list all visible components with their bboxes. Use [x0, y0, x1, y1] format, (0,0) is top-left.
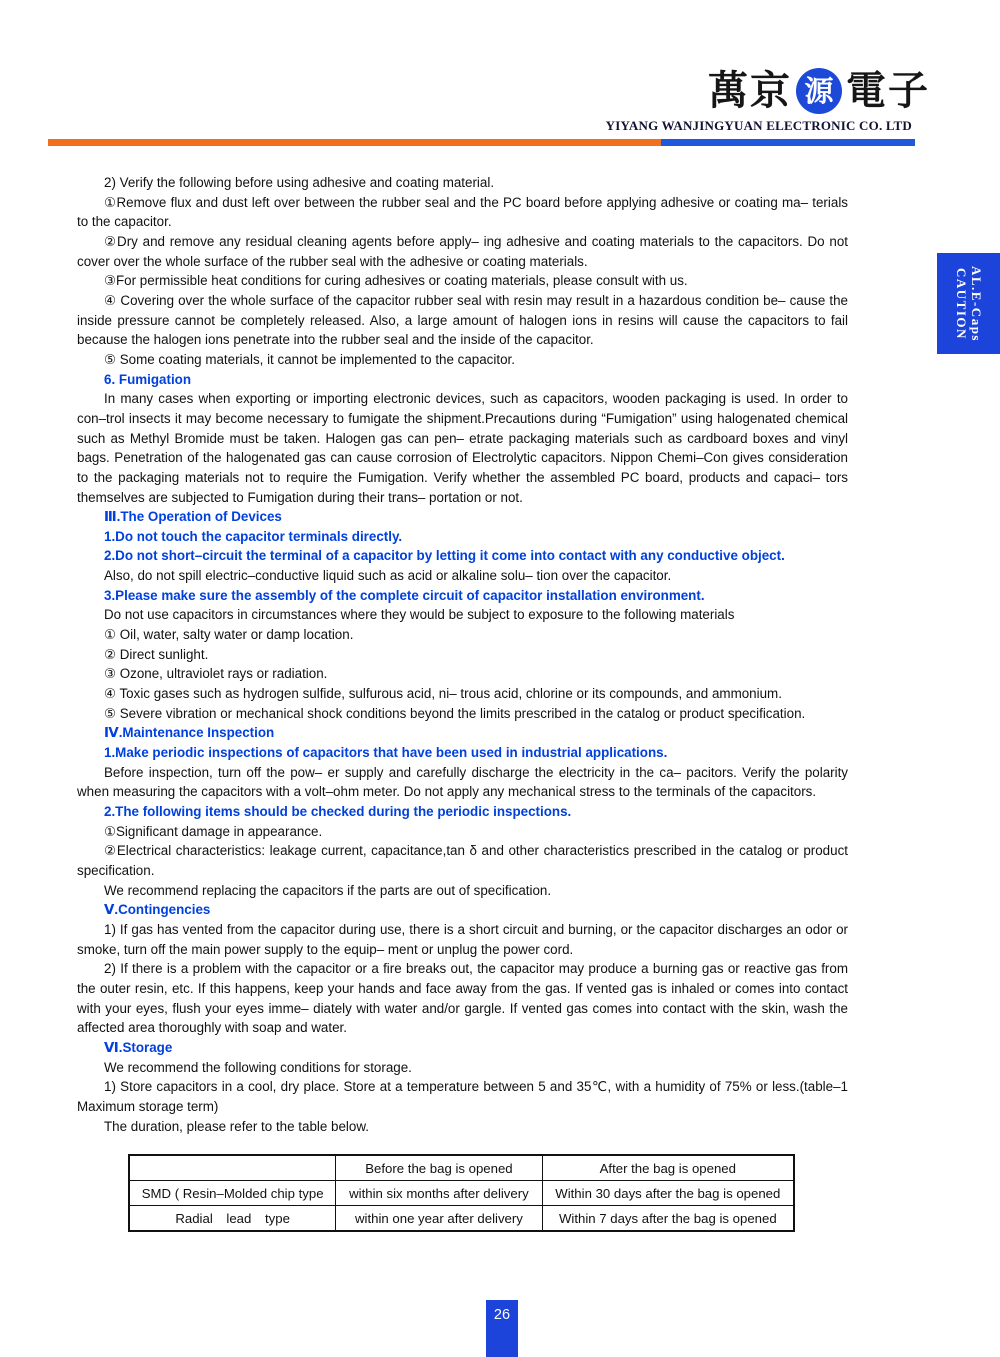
header-divider-orange-segment: [48, 139, 661, 146]
paragraph: ②Dry and remove any residual cleaning agents before apply– ing adhesive and coating materials to the capacitors. Do not cover over the whole surface of the rubber seal with the adhesive or coating materials.: [77, 233, 848, 269]
section-heading: 3.Please make sure the assembly of the complete circuit of capacitor installation environment.: [104, 587, 705, 603]
company-name: YIYANG WANJINGYUAN ELECTRONIC CO. LTD: [605, 118, 912, 133]
section-heading-storage: Ⅵ.Storage: [104, 1039, 173, 1055]
logo-circle-icon: 源: [796, 68, 842, 114]
section-heading: 1.Do not touch the capacitor terminals directly.: [104, 528, 403, 544]
storage-term-table: [128, 1154, 795, 1232]
table-cell: within six months after delivery: [336, 1181, 542, 1206]
table-cell: SMD ( Resin–Molded chip type: [129, 1181, 336, 1206]
table-cell: Radial lead type: [129, 1206, 336, 1232]
table-header-cell: [129, 1155, 336, 1181]
paragraph: Before inspection, turn off the pow– er supply and carefully discharge the electricity in the ca– pacitors. Verify the polarity when measuring the capacitors with a volt–ohm meter. Do not apply any mechanical stress to the terminals of the capacitors.: [77, 764, 848, 800]
logo-text-right: 電子: [846, 67, 930, 114]
paragraph: Also, do not spill electric–conductive liquid such as acid or alkaline solu– tion over the capacitor.: [104, 568, 672, 584]
paragraph: ④ Covering over the whole surface of the capacitor rubber seal with resin may result in a hazardous condition be– cause the inside pressure cannot be completely released. Also, a large amount of halogen ions in resins will cause the capacitors to fail because the halogen ions penetrate into the rubber seal and the inside of the capacitor.: [77, 292, 848, 348]
table-cell: within one year after delivery: [336, 1206, 542, 1232]
list-item: ① Oil, water, salty water or damp location.: [104, 627, 354, 643]
table-row: [129, 1181, 794, 1206]
side-tab-line2: AL.E-Caps: [969, 265, 984, 342]
paragraph: 2) If there is a problem with the capacitor or a fire breaks out, the capacitor may produce a burning gas or reactive gas from the outer resin, etc. If this happens, keep your hands and face away from the gas. If vented gas is inhaled or comes into contact with your eyes, flush your eyes imme– diately with water and/or gargle. If vented gas comes into contact with the skin, wash the affected area thoroughly with soap and water.: [77, 961, 848, 1036]
table-cell: Within 7 days after the bag is opened: [542, 1206, 794, 1232]
table-row: [129, 1206, 794, 1232]
table-header-cell: Before the bag is opened: [336, 1155, 542, 1181]
company-logo: [606, 68, 930, 114]
section-heading-maintenance-inspection: Ⅳ.Maintenance Inspection: [104, 725, 275, 741]
paragraph: ⑤ Some coating materials, it cannot be implemented to the capacitor.: [104, 351, 515, 367]
paragraph: We recommend replacing the capacitors if the parts are out of specification.: [104, 882, 552, 898]
header-divider: [48, 139, 915, 146]
section-heading-fumigation: 6. Fumigation: [104, 371, 192, 387]
page-header: [606, 68, 930, 134]
paragraph: ③For permissible heat conditions for curing adhesives or coating materials, please consult with us.: [104, 273, 688, 289]
table-header-row: [129, 1155, 794, 1181]
section-heading: 2.The following items should be checked during the periodic inspections.: [104, 804, 572, 819]
document-body: [77, 173, 848, 1136]
section-heading-contingencies: Ⅴ.Contingencies: [104, 902, 211, 918]
paragraph: Do not use capacitors in circumstances where they would be subject to exposure to the following materials: [104, 607, 735, 623]
list-item: ⑤ Severe vibration or mechanical shock conditions beyond the limits prescribed in the catalog or product specification.: [104, 705, 806, 721]
section-heading: 2.Do not short–circuit the terminal of a capacitor by letting it come into contact with any conductive object.: [104, 548, 785, 564]
paragraph: We recommend the following conditions for storage.: [104, 1059, 412, 1075]
paragraph: 2) Verify the following before using adhesive and coating material.: [104, 175, 495, 190]
list-item: ④ Toxic gases such as hydrogen sulfide, sulfurous acid, ni– trous acid, chlorine or its compounds, and ammonium.: [104, 686, 782, 702]
section-heading-operation-of-devices: Ⅲ.The Operation of Devices: [104, 509, 282, 525]
table-cell: Within 30 days after the bag is opened: [542, 1181, 794, 1206]
caution-side-tab: [937, 253, 1000, 354]
table-header-cell: After the bag is opened: [542, 1155, 794, 1181]
paragraph: ①Remove flux and dust left over between the rubber seal and the PC board before applying adhesive or coating ma– terials to the capacitor.: [77, 194, 848, 230]
list-item: ③ Ozone, ultraviolet rays or radiation.: [104, 666, 328, 682]
list-item: ② Direct sunlight.: [104, 646, 209, 662]
logo-text-left: 萬京: [708, 67, 792, 114]
section-heading: 1.Make periodic inspections of capacitors that have been used in industrial applications.: [104, 745, 668, 761]
paragraph: In many cases when exporting or importing electronic devices, such as capacitors, wooden packaging is used. In order to con–trol insects it may become necessary to fumigate the shipment.Precautions during “Fumigation” using halogenated chemical such as Methyl Bromide must be taken. Halogen gas can pen– etrate packaging materials such as cardboard boxes and vinyl bags. Penetration of the halogenated gas can cause corrosion of Electrolytic capacitors. Nippon Chemi–Con gives consideration to the packaging materials not to require the Fumigation. Verify whether the assembled PC board, products and capaci– tors themselves are subjected to Fumigation during their trans– portation or not.: [77, 391, 848, 505]
list-item: ②Electrical characteristics: leakage current, capacitance,tan δ and other characteristics prescribed in the catalog or product specification.: [77, 843, 848, 878]
paragraph: The duration, please refer to the table below.: [104, 1118, 370, 1134]
paragraph: 1) If gas has vented from the capacitor during use, there is a short circuit and burning, or the capacitor discharges an odor or smoke, turn off the main power supply to the equip– ment or unplug the power cord.: [77, 921, 848, 957]
header-divider-blue-segment: [661, 139, 915, 146]
side-tab-line1: CAUTION: [954, 267, 969, 340]
page-number-badge: 26: [486, 1300, 518, 1357]
paragraph: 1) Store capacitors in a cool, dry place. Store at a temperature between 5 and 35℃, with a humidity of 75% or less.(table–1 Maximum storage term): [77, 1079, 848, 1114]
list-item: ①Significant damage in appearance.: [104, 823, 323, 839]
